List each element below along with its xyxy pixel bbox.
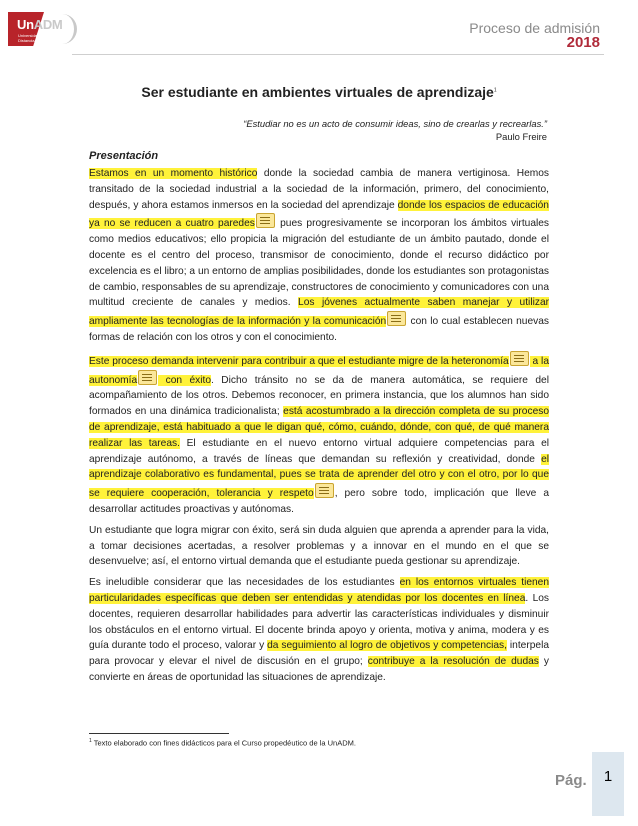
header-year: 2018: [566, 34, 600, 51]
highlight: Este proceso demanda intervenir para contribuir a que el estudiante migre de la heteronomía: [89, 355, 509, 367]
epigraph-quote: “Estudiar no es un acto de consumir ideas, sino de crearlas y recrearlas.”: [243, 118, 547, 129]
highlight: contribuye a la resolución de dudas: [367, 656, 539, 668]
header-divider: [72, 54, 604, 55]
highlight: está acostumbrado a la dirección completa de su proceso de aprendizaje, está habituado a que le digan qué, cómo, cuándo, dónde, con qué, de qué manera realizar las tareas.: [89, 406, 549, 449]
footnote-divider: [89, 733, 229, 734]
document-body: [89, 166, 549, 691]
paragraph-4: Es ineludible considerar que las necesidades de los estudiantes en los entornos virtuales tienen particularidades específicas que deben ser entendidas y atendidas por los docentes en línea. Los docentes, requieren desarrollar habilidades para advertir las características individuales y disminuir los obstáculos en el entorno virtual. El docente brinda apoyo y orienta, motiva y anima, modera y es guía durante todo el proceso, valorar y da seguimiento al logro de objetivos y competencias, interpela para provocar y elevar el nivel de discusión en el grupo; contribuye a la resolución de dudas y convierte en áreas de oportunidad las situaciones de aprendizaje.: [89, 577, 549, 683]
comment-icon[interactable]: [138, 370, 157, 385]
highlight: en los entornos virtuales tienen particularidades específicas que deben ser entendidas y atendidas por los docentes en línea: [89, 577, 549, 604]
comment-icon[interactable]: [256, 213, 275, 228]
highlight: Estamos en un momento histórico: [89, 168, 258, 179]
page-label: Pág.: [555, 772, 587, 789]
highlight: donde los espacios de educación ya no se reducen a cuatro paredes: [89, 199, 549, 230]
epigraph-author: Paulo Freire: [495, 131, 547, 142]
paragraph-3: Un estudiante que logra migrar con éxito, será sin duda alguien que aprenda a aprender para la vida, a tomar decisiones acertadas, a resolver problemas y a innovar en el mundo en el que se desenvuelve; así, el entorno virtual demanda que el estudiante pueda gestionar su aprendizaje.: [89, 524, 549, 568]
paragraph-2: Este proceso demanda intervenir para contribuir a que el estudiante migre de la heteronomía a la autonomía con éxito. Dicho tránsito no se da de manera automática, se requiere del acompañamiento de los otros. Debemos reconocer, en primera instancia, que los alumnos han sido formados en una dinámica tradicionalista; está acostumbrado a la dirección completa de su proceso de aprendizaje, está habituado a que le digan qué, cómo, cuándo, dónde, con qué, de qué manera realizar las tareas. El estudiante en el nuevo entorno virtual adquiere competencias para el aprendizaje autónomo, a través de líneas que demandan su reflexión y creatividad, donde el aprendizaje colaborativo es fundamental, pues se trata de aprender del otro y con el otro, por lo que se requiere cooperación, tolerancia y respeto , pero sobre todo, implicación que lleve a desarrollar actitudes proactivas y autónomas.: [89, 351, 549, 518]
highlight: el aprendizaje colaborativo es fundamental, pues se trata de aprender del otro y con el otro, por lo que se requiere cooperación, tolerancia y respeto: [89, 453, 549, 500]
paragraph-1: Estamos en un momento histórico donde la sociedad cambia de manera vertiginosa. Hemos transitado de la sociedad industrial a la sociedad de la información, primero, del conocimiento, después, y ahora estamos inmersos en la sociedad del aprendizaje donde los espacios de educación ya no se reducen a cuatro paredes pues progresivamente se incorporan los ámbitos virtuales como medios educativos; ello propicia la migración del estudiante de un ámbito pautado, donde el docente es el centro del proceso, transmisor de conocimiento, donde el recurso didáctico por excelencia es el libro; a un entorno de amplias posibilidades, donde los estudiantes son protagonistas de cambio, responsables de su aprendizaje, constructores de conocimiento y comunicadores con una multitud creciente de canales y medios. Los jóvenes actualmente saben manejar y utilizar ampliamente las tecnologías de la información y la comunicación con lo cual establecen nuevas formas de relación con los otros y con el conocimiento.: [89, 168, 550, 343]
page-number: 1: [603, 768, 613, 785]
section-heading: Presentación: [89, 150, 159, 162]
highlight: da seguimiento al logro de objetivos y competencias,: [267, 640, 507, 652]
highlight: Los jóvenes actualmente saben manejar y utilizar ampliamente las tecnologías de la información y la comunicación: [89, 297, 549, 328]
document-title: Ser estudiante en ambientes virtuales de aprendizaje$^1$: [141, 84, 497, 100]
page-number-box: [592, 752, 624, 816]
highlight: a la autonomía: [89, 355, 549, 386]
footnote: $^1$ Texto elaborado con fines didácticos para el Curso propedéutico de la UnADM.: [89, 738, 356, 748]
highlight: con éxito: [158, 374, 212, 386]
comment-icon[interactable]: [387, 311, 406, 326]
comment-icon[interactable]: [315, 483, 334, 498]
unadm-logo: UnADM Universidad Abierta y a Distancia de México: [8, 12, 72, 46]
header-title: Proceso de admisión: [469, 20, 600, 36]
comment-icon[interactable]: [510, 351, 529, 366]
